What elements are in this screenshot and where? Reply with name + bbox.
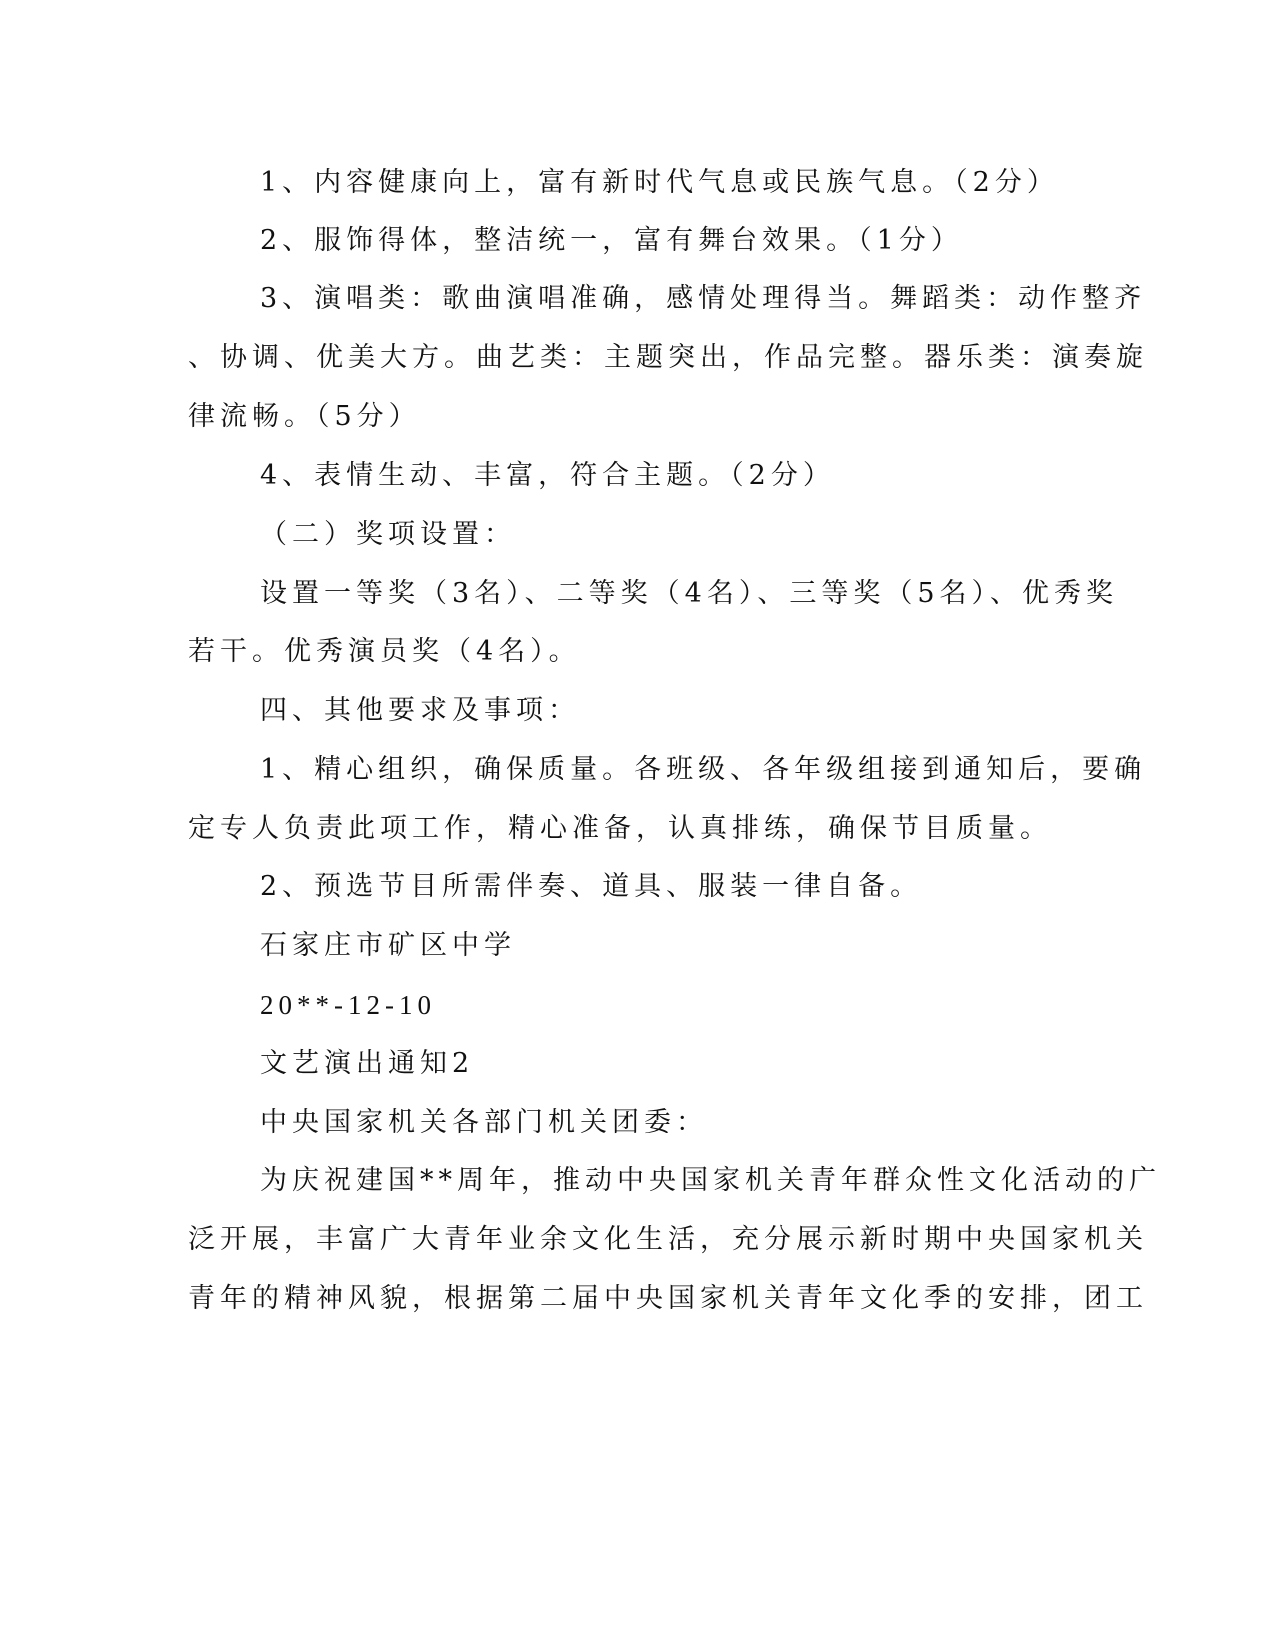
criteria-item-3-line-1: 3、演唱类：歌曲演唱准确，感情处理得当。舞蹈类：动作整齐 <box>260 283 1147 314</box>
section-heading-awards: （二）奖项设置： <box>260 519 516 550</box>
criteria-item-1: 1、内容健康向上，富有新时代气息或民族气息。（2分） <box>260 167 1059 198</box>
notice-2-title: 文艺演出通知2 <box>260 1048 475 1079</box>
criteria-item-3-line-3: 律流畅。（5分） <box>188 401 421 432</box>
criteria-item-2: 2、服饰得体，整洁统一，富有舞台效果。（1分） <box>260 225 963 256</box>
signature-organization: 石家庄市矿区中学 <box>260 930 516 961</box>
notice-2-paragraph-line-3: 青年的精神风貌，根据第二届中央国家机关青年文化季的安排，团工 <box>188 1283 1148 1314</box>
notice-2-addressee: 中央国家机关各部门机关团委： <box>260 1107 708 1138</box>
criteria-item-3-line-2: 、协调、优美大方。曲艺类：主题突出，作品完整。器乐类：演奏旋 <box>188 342 1148 373</box>
section-heading-other: 四、其他要求及事项： <box>260 695 580 726</box>
signature-date: 20**-12-10 <box>260 990 436 1020</box>
notice-2-paragraph-line-2: 泛开展，丰富广大青年业余文化生活，充分展示新时期中央国家机关 <box>188 1224 1148 1255</box>
other-item-1-line-1: 1、精心组织，确保质量。各班级、各年级组接到通知后，要确 <box>260 754 1147 785</box>
notice-2-paragraph-line-1: 为庆祝建国**周年，推动中央国家机关青年群众性文化活动的广 <box>260 1165 1161 1196</box>
awards-paragraph-line-2: 若干。优秀演员奖（4名）。 <box>188 636 581 667</box>
awards-paragraph-line-1: 设置一等奖（3名）、二等奖（4名）、三等奖（5名）、优秀奖 <box>260 578 1119 609</box>
criteria-item-4: 4、表情生动、丰富，符合主题。（2分） <box>260 460 835 491</box>
other-item-2: 2、预选节目所需伴奏、道具、服装一律自备。 <box>260 871 923 902</box>
other-item-1-line-2: 定专人负责此项工作，精心准备，认真排练，确保节目质量。 <box>188 813 1052 844</box>
